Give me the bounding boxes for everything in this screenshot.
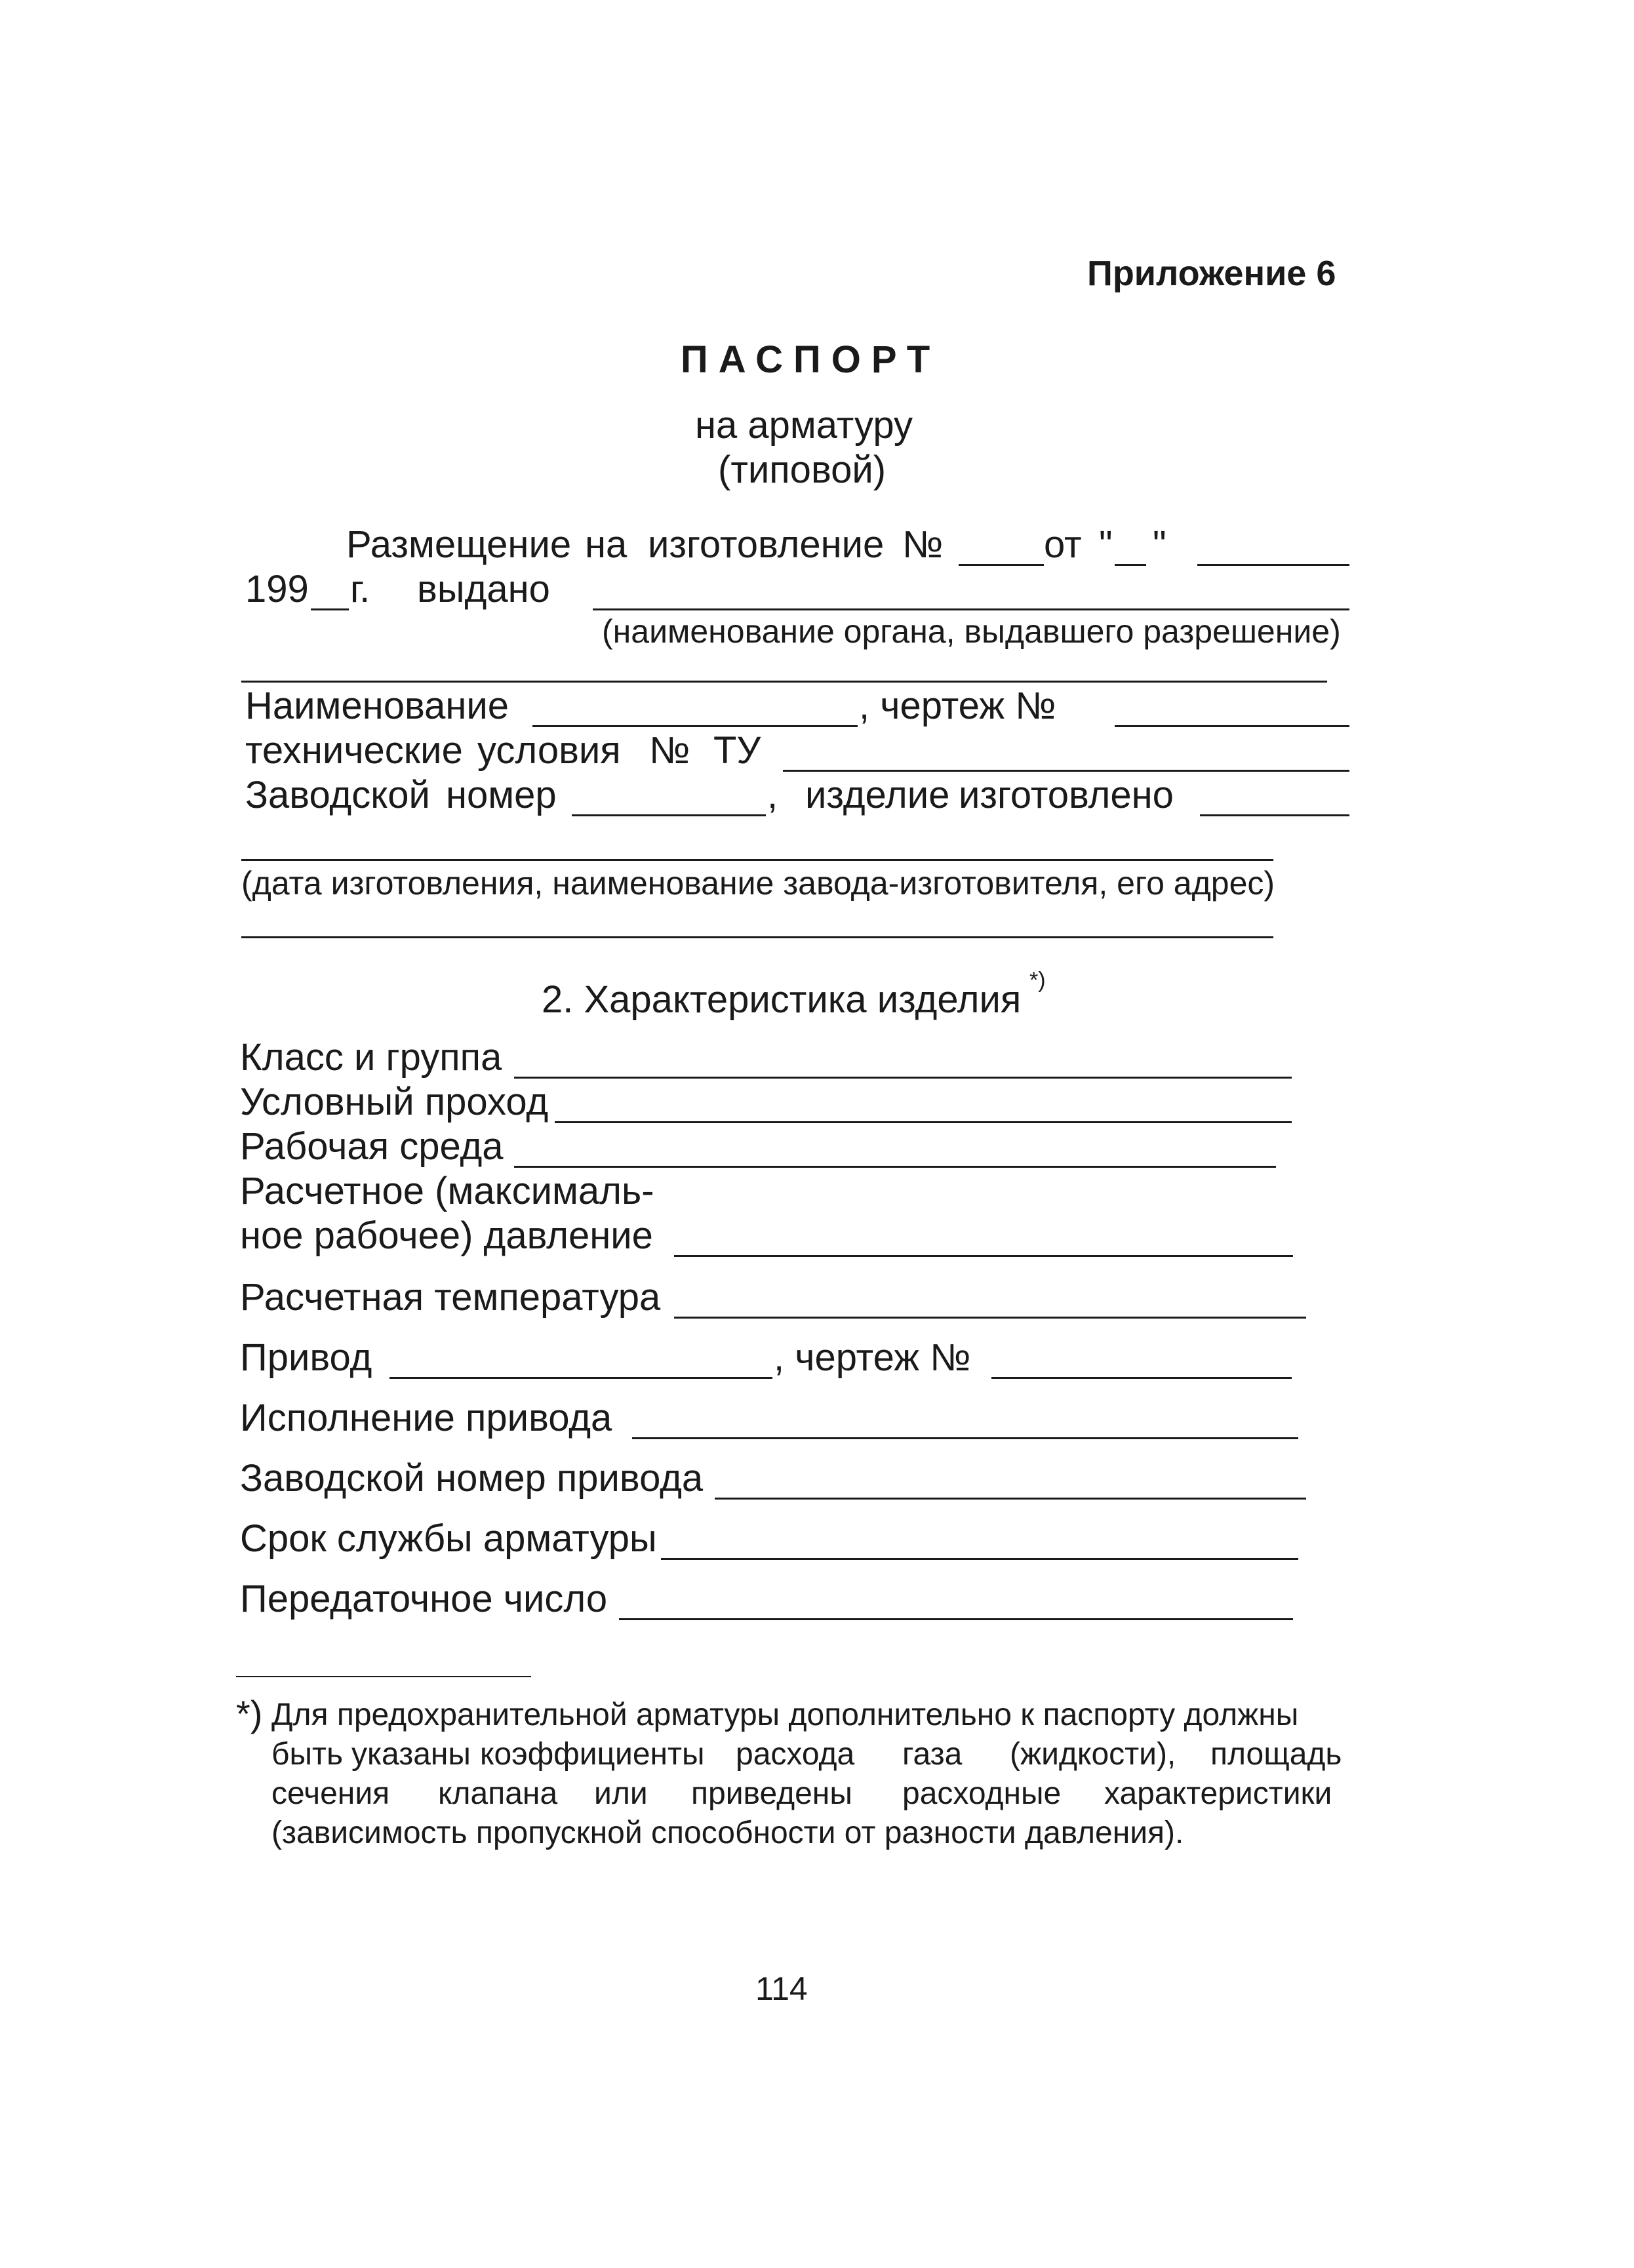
field-service-life-label: Срок службы арматуры [240, 1517, 657, 1560]
footnote-separator [236, 1676, 531, 1677]
field-design-temperature-line[interactable] [674, 1317, 1306, 1319]
permit-placement-word: Размещение [346, 523, 572, 566]
footnote-line-3-word: расходные [902, 1776, 1062, 1811]
permit-issuer-field-continued[interactable] [241, 681, 1327, 683]
footnote-line-3-word: или [594, 1776, 648, 1811]
document-title: ПАСПОРТ [681, 338, 941, 381]
field-nominal-bore-label: Условный проход [240, 1081, 549, 1123]
permit-number-field[interactable] [959, 564, 1044, 566]
permit-issued-word: выдано [417, 568, 550, 610]
footnote-line-3-word: клапана [438, 1776, 558, 1811]
product-made-field-continued[interactable] [241, 859, 1273, 861]
product-drawing-label: , чертеж № [859, 685, 1056, 727]
product-serial-label-word-2: номер [446, 774, 557, 816]
product-extra-field[interactable] [241, 936, 1273, 938]
footnote-line-2-word: газа [902, 1737, 963, 1772]
product-drawing-field[interactable] [1115, 725, 1349, 727]
permit-year-suffix: г. [350, 568, 370, 610]
product-tu-label-word-2: условия [477, 729, 621, 772]
section-2-footnote-mark: *) [1029, 968, 1046, 993]
product-made-label-word-1: изделие [805, 774, 950, 816]
footnote-line-2-word: (жидкости), [1010, 1737, 1176, 1772]
product-serial-field[interactable] [572, 814, 766, 816]
product-tu-label-word-3: № [649, 729, 690, 772]
footnote-line-2-word: коэффициенты [480, 1737, 705, 1772]
footnote-line-2-word: площадь [1210, 1737, 1342, 1772]
footnote-line-2-word: расхода [736, 1737, 855, 1772]
field-drive-line[interactable] [389, 1377, 772, 1379]
footnote-line-3-word: характеристики [1104, 1776, 1332, 1811]
field-working-medium-line[interactable] [514, 1166, 1276, 1168]
field-drive-serial-line[interactable] [715, 1498, 1306, 1500]
footnote-line-2-word: быть [271, 1737, 343, 1772]
document-subtitle-line-2: (типовой) [718, 448, 887, 491]
permit-day-field[interactable] [1115, 564, 1146, 566]
product-made-label-word-2: изготовлено [959, 774, 1174, 816]
permit-manufacture-word: изготовление [648, 523, 885, 566]
product-name-field[interactable] [532, 725, 858, 727]
field-nominal-bore-line[interactable] [555, 1121, 1292, 1123]
permit-issuer-field[interactable] [593, 608, 1349, 610]
field-gear-ratio-line[interactable] [619, 1618, 1293, 1620]
field-drive-drawing-line[interactable] [991, 1377, 1292, 1379]
footnote-line-3-word: приведены [691, 1776, 852, 1811]
permit-number-sign: № [902, 523, 944, 566]
field-design-pressure-label-line-1: Расчетное (максималь- [240, 1170, 654, 1212]
permit-from-word: от [1044, 523, 1082, 566]
footnote-line-4: (зависимость пропускной способности от разности давления). [271, 1816, 1184, 1850]
field-service-life-line[interactable] [661, 1558, 1298, 1560]
product-serial-comma: , [767, 774, 778, 816]
field-class-group-label: Класс и группа [240, 1036, 502, 1079]
product-serial-label-word-1: Заводской [245, 774, 430, 816]
permit-issuer-caption: (наименование органа, выдавшего разрешение) [602, 613, 1341, 650]
field-drive-version-line[interactable] [632, 1437, 1298, 1439]
field-class-group-line[interactable] [514, 1077, 1292, 1079]
product-tu-label-word-4: ТУ [713, 729, 761, 772]
product-tu-label-word-1: технические [245, 729, 463, 772]
product-name-label: Наименование [245, 685, 509, 727]
permit-day-quote-close: " [1153, 523, 1166, 566]
footnote-line-1: Для предохранительной арматуры дополнительно к паспорту должны [271, 1698, 1299, 1732]
footnote-line-3-word: сечения [271, 1776, 390, 1811]
document-subtitle-line-1: на арматуру [695, 404, 913, 447]
permit-day-quote-open: " [1099, 523, 1113, 566]
footnote-mark: *) [236, 1693, 263, 1734]
permit-year-prefix: 199 [245, 568, 309, 610]
permit-on-word: на [585, 523, 628, 566]
field-drive-version-label: Исполнение привода [240, 1397, 612, 1439]
product-made-field[interactable] [1200, 814, 1349, 816]
permit-year-field[interactable] [311, 608, 349, 610]
appendix-label: Приложение 6 [1087, 254, 1336, 293]
section-2-heading: 2. Характеристика изделия [542, 978, 1022, 1021]
footnote-line-2-word: указаны [351, 1737, 471, 1772]
product-tu-field[interactable] [783, 770, 1349, 772]
page-number: 114 [755, 1970, 808, 2007]
field-drive-label: Привод [240, 1336, 372, 1379]
product-made-caption: (дата изготовления, наименование завода-изготовителя, его адрес) [241, 865, 1275, 902]
field-design-pressure-label-line-2: ное рабочее) давление [240, 1214, 653, 1257]
permit-month-field[interactable] [1197, 564, 1349, 566]
field-design-temperature-label: Расчетная температура [240, 1276, 661, 1319]
field-design-pressure-line[interactable] [674, 1255, 1293, 1257]
field-drive-drawing-label: , чертеж № [774, 1336, 971, 1379]
field-gear-ratio-label: Передаточное число [240, 1578, 608, 1620]
field-working-medium-label: Рабочая среда [240, 1125, 504, 1168]
field-drive-serial-label: Заводской номер привода [240, 1457, 704, 1500]
